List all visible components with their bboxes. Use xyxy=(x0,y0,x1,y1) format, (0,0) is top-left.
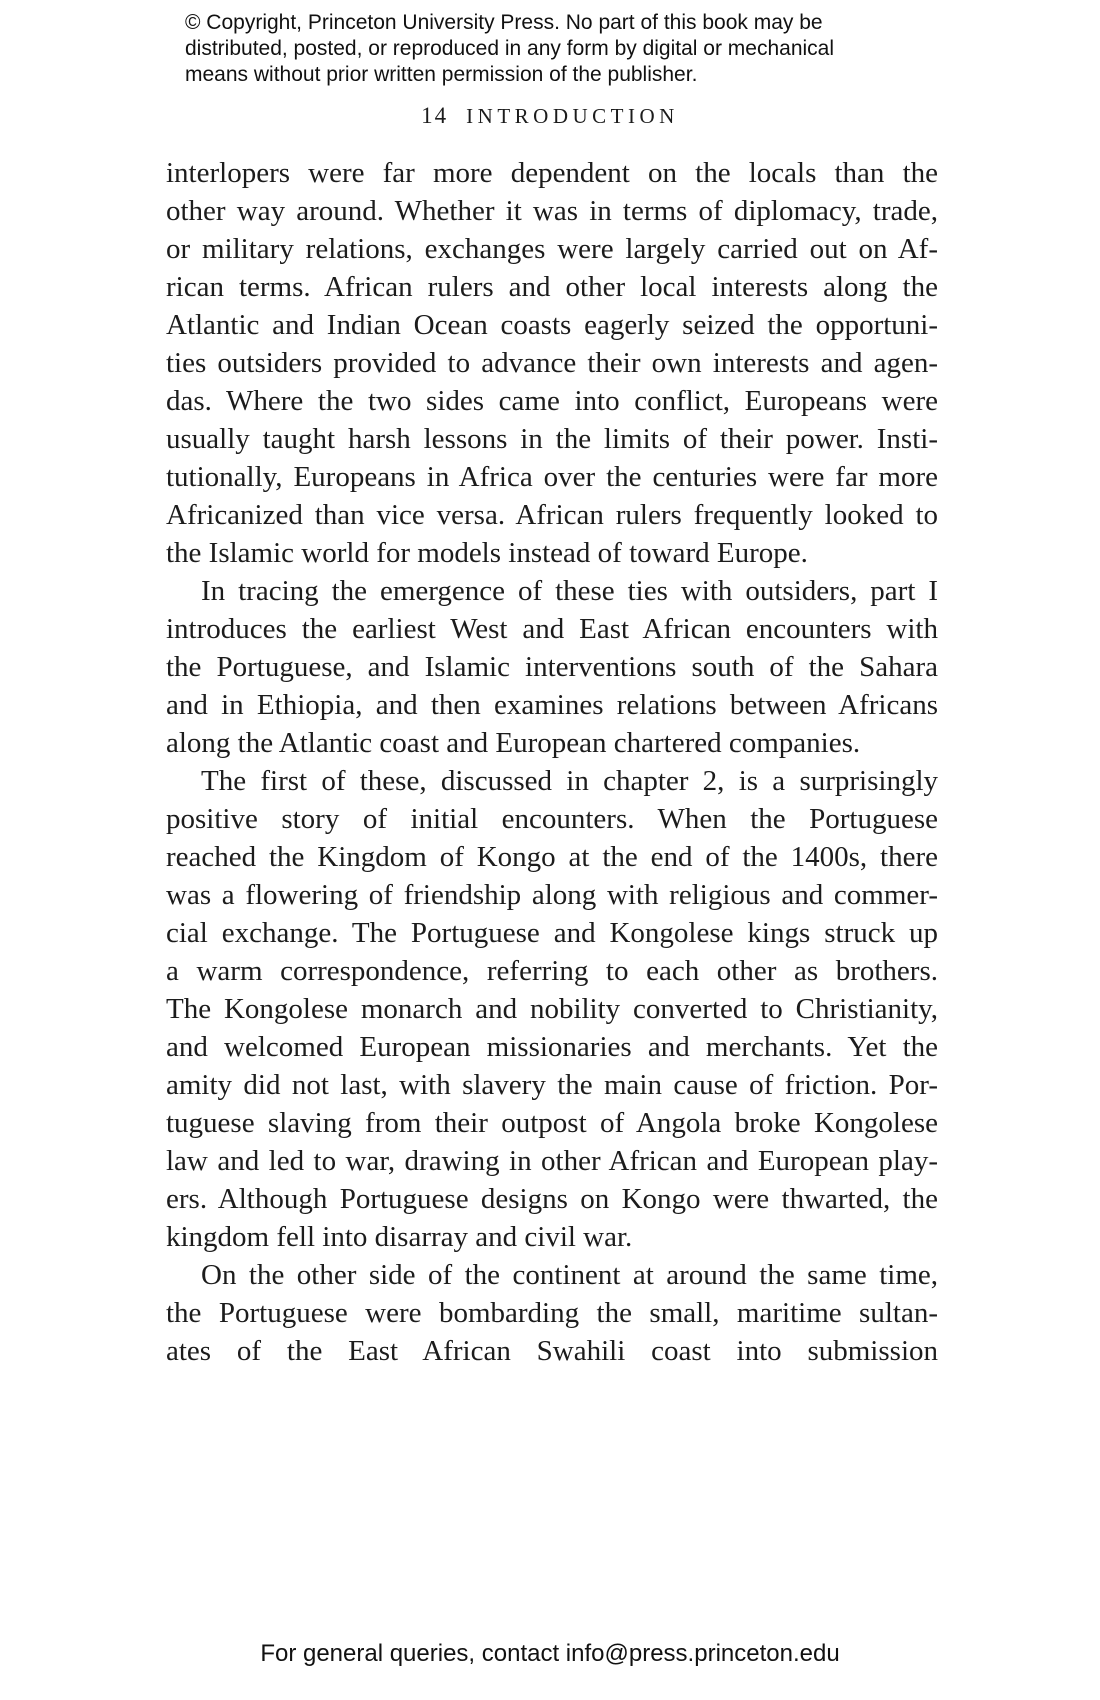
text-line: cial exchange. The Portuguese and Kongolese kings struck up xyxy=(166,917,938,949)
text-line: positive story of initial encounters. When the Portuguese xyxy=(166,803,938,835)
text-line: ers. Although Portuguese designs on Kongo were thwarted, the xyxy=(166,1183,938,1215)
text-line: along the Atlantic coast and European chartered companies. xyxy=(166,727,861,759)
text-line: a warm correspondence, referring to each other as brothers. xyxy=(166,955,938,987)
text-line: In tracing the emergence of these ties with outsiders, part I xyxy=(201,575,938,607)
text-line: law and led to war, drawing in other African and European play- xyxy=(166,1145,938,1177)
text-line: introduces the earliest West and East African encounters with xyxy=(166,613,938,645)
text-line: Africanized than vice versa. African rulers frequently looked to xyxy=(166,499,938,531)
copyright-line: © Copyright, Princeton University Press. No part of this book may be xyxy=(185,11,823,34)
text-line: interlopers were far more dependent on the locals than the xyxy=(166,157,938,189)
text-line: On the other side of the continent at around the same time, xyxy=(201,1259,938,1291)
section-title: INTRODUCTION xyxy=(466,104,679,128)
running-head xyxy=(0,103,1100,129)
text-line: the Portuguese, and Islamic interventions south of the Sahara xyxy=(166,651,938,683)
text-line: the Islamic world for models instead of toward Europe. xyxy=(166,537,808,569)
text-line: usually taught harsh lessons in the limits of their power. Insti- xyxy=(166,423,938,455)
text-line: amity did not last, with slavery the main cause of friction. Por- xyxy=(166,1069,938,1101)
page-number: 14 xyxy=(421,103,449,128)
text-line: and in Ethiopia, and then examines relations between Africans xyxy=(166,689,938,721)
copyright-line: means without prior written permission of the publisher. xyxy=(185,63,698,86)
text-line: the Portuguese were bombarding the small, maritime sultan- xyxy=(166,1297,938,1329)
text-line: or military relations, exchanges were largely carried out on Af- xyxy=(166,233,938,265)
body-text xyxy=(166,154,938,1370)
text-line: The first of these, discussed in chapter 2, is a surprisingly xyxy=(201,765,938,797)
copyright-line: distributed, posted, or reproduced in any form by digital or mechanical xyxy=(185,37,835,60)
text-line: Atlantic and Indian Ocean coasts eagerly seized the opportuni- xyxy=(166,309,938,341)
text-line: ates of the East African Swahili coast into submission xyxy=(166,1335,938,1367)
text-line: and welcomed European missionaries and merchants. Yet the xyxy=(166,1031,938,1063)
body-paragraph xyxy=(166,1256,938,1370)
text-line: tutionally, Europeans in Africa over the centuries were far more xyxy=(166,461,938,493)
copyright-notice xyxy=(185,10,905,88)
body-paragraph xyxy=(166,762,938,1256)
text-line: tuguese slaving from their outpost of Angola broke Kongolese xyxy=(166,1107,938,1139)
body-paragraph xyxy=(166,154,938,572)
body-paragraph xyxy=(166,572,938,762)
text-line: ties outsiders provided to advance their own interests and agen- xyxy=(166,347,938,379)
footer-contact: For general queries, contact info@press.princeton.edu xyxy=(260,1640,840,1667)
text-line: The Kongolese monarch and nobility converted to Christianity, xyxy=(166,993,938,1025)
text-line: reached the Kingdom of Kongo at the end of the 1400s, there xyxy=(166,841,938,873)
text-line: was a flowering of friendship along with religious and commer- xyxy=(166,879,938,911)
text-line: other way around. Whether it was in terms of diplomacy, trade, xyxy=(166,195,938,227)
text-line: das. Where the two sides came into conflict, Europeans were xyxy=(166,385,938,417)
text-line: rican terms. African rulers and other local interests along the xyxy=(166,271,938,303)
text-line: kingdom fell into disarray and civil war. xyxy=(166,1221,633,1253)
